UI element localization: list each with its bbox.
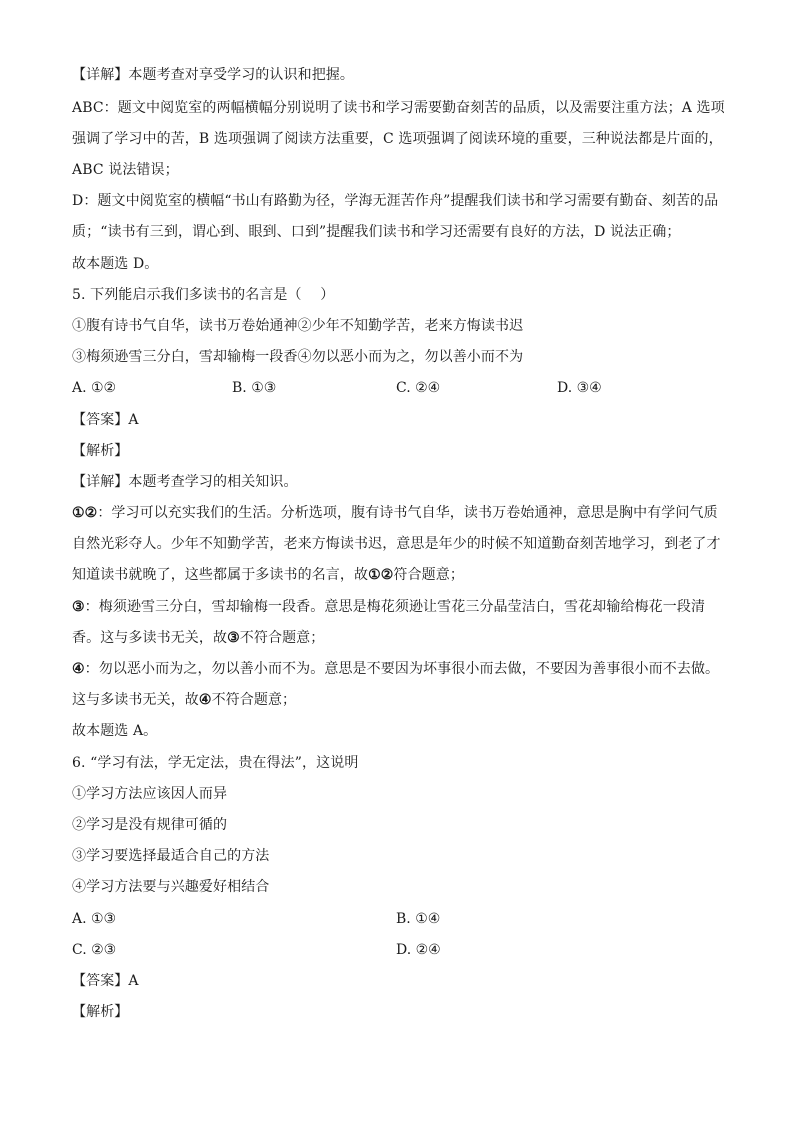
q6-option-b: B. ①④ xyxy=(396,911,441,927)
q5-statement-2: ③梅须逊雪三分白，雪却输梅一段香④勿以恶小而为之，勿以善小而不为 xyxy=(72,349,524,365)
q5-analysis-tag: 【解析】 xyxy=(72,443,129,459)
answer-tag: 【答案】 xyxy=(72,973,129,989)
abc-line-1: ABC：题文中阅览室的两幅横幅分别说明了读书和学习需要勤奋刻苦的品质，以及需要注重方法；A 选项 xyxy=(72,100,725,116)
abc-line-2: 强调了学习中的苦，B 选项强调了阅读方法重要，C 选项强调了阅读环境的重要，三种说法都是片面的， xyxy=(72,131,723,147)
q5-option-d: D. ③④ xyxy=(557,380,602,396)
detail-tag: 【详解】 xyxy=(72,474,129,490)
q5-answer xyxy=(72,410,722,430)
q6-option-d: D. ②④ xyxy=(396,942,441,958)
q5-option-c: C. ②④ xyxy=(396,380,441,396)
explain-text: ：勿以恶小而为之，勿以善小而不为。意思是不要因为坏事很小而去做，不要因为善事很小而不去做。 xyxy=(84,661,720,677)
explain-label: ①② xyxy=(72,505,98,521)
detail-paragraph xyxy=(72,65,722,85)
q5-explain-4-line-2 xyxy=(72,690,722,710)
q5-explain-3-line-1 xyxy=(72,597,722,617)
detail-text: 本题考查学习的相关知识。 xyxy=(128,474,298,490)
explain-text: 不符合题意； xyxy=(211,692,297,708)
explain-text: ：梅须逊雪三分白，雪却输梅一段香。意思是梅花须逊让雪花三分晶莹洁白，雪花却输给梅花一段清 xyxy=(84,599,706,615)
q5-stem: 5. 下列能启示我们多读书的名言是（ ） xyxy=(72,287,335,303)
d-line-1: D：题文中阅览室的横幅“书山有路勤为径，学海无涯苦作舟”提醒我们读书和学习需要有勤奋、刻苦的品 xyxy=(72,193,719,209)
conclusion-1: 故本题选 D。 xyxy=(72,256,159,272)
q5-explain-12-line-2: 自然光彩夺人。少年不知勤学苦，老来方悔读书迟，意思是年少的时候不知道勤奋刻苦地学习，到老了才 xyxy=(72,536,721,552)
explain-label: ③ xyxy=(72,599,85,615)
explain-label: ④ xyxy=(198,692,212,708)
explain-text: 符合题意； xyxy=(393,567,464,583)
q6-answer xyxy=(72,971,722,991)
q6-option-a: A. ①③ xyxy=(72,911,117,927)
q5-explain-12-line-3 xyxy=(72,565,722,585)
q5-option-b: B. ①③ xyxy=(232,380,277,396)
q6-statement-3: ③学习要选择最适合自己的方法 xyxy=(72,848,270,864)
q5-explain-12-line-1 xyxy=(72,503,722,523)
explain-label: ①② xyxy=(368,567,394,583)
explain-text: 知道读书就晚了，这些都属于多读书的名言，故 xyxy=(72,567,369,583)
explain-text: ：学习可以充实我们的生活。分析选项，腹有诗书气自华，读书万卷始通神，意思是胸中有学问气质 xyxy=(97,505,718,521)
answer-tag: 【答案】 xyxy=(72,412,129,428)
answer-value: A xyxy=(128,973,139,989)
q5-explain-3-line-2 xyxy=(72,628,722,648)
detail-text: 本题考查对享受学习的认识和把握。 xyxy=(128,67,355,83)
q6-option-c: C. ②③ xyxy=(72,942,117,958)
q6-statement-1: ①学习方法应该因人而异 xyxy=(72,786,228,802)
q5-statement-1: ①腹有诗书气自华，读书万卷始通神②少年不知勤学苦，老来方悔读书迟 xyxy=(72,318,524,334)
detail-tag: 【详解】 xyxy=(72,67,129,83)
q6-analysis-tag: 【解析】 xyxy=(72,1004,129,1020)
q5-option-a: A. ①② xyxy=(72,380,117,396)
explain-label: ④ xyxy=(72,661,85,677)
q5-detail xyxy=(72,472,722,492)
abc-line-3: ABC 说法错误； xyxy=(72,162,179,178)
conclusion-2: 故本题选 A。 xyxy=(72,723,158,739)
q5-explain-4-line-1 xyxy=(72,659,722,679)
q6-statement-2: ②学习是没有规律可循的 xyxy=(72,817,228,833)
explain-text: 香。这与多读书无关，故 xyxy=(72,630,228,646)
q6-stem: 6. “学习有法，学无定法，贵在得法”，这说明 xyxy=(72,755,359,771)
explain-label: ③ xyxy=(227,630,240,646)
explain-text: 这与多读书无关，故 xyxy=(72,692,199,708)
answer-value: A xyxy=(128,412,139,428)
d-line-2: 质；“读书有三到，谓心到、眼到、口到”提醒我们读书和学习还需要有良好的方法，D 说法正确； xyxy=(72,224,681,240)
explain-text: 不符合题意； xyxy=(239,630,325,646)
q6-statement-4: ④学习方法要与兴趣爱好相结合 xyxy=(72,879,270,895)
